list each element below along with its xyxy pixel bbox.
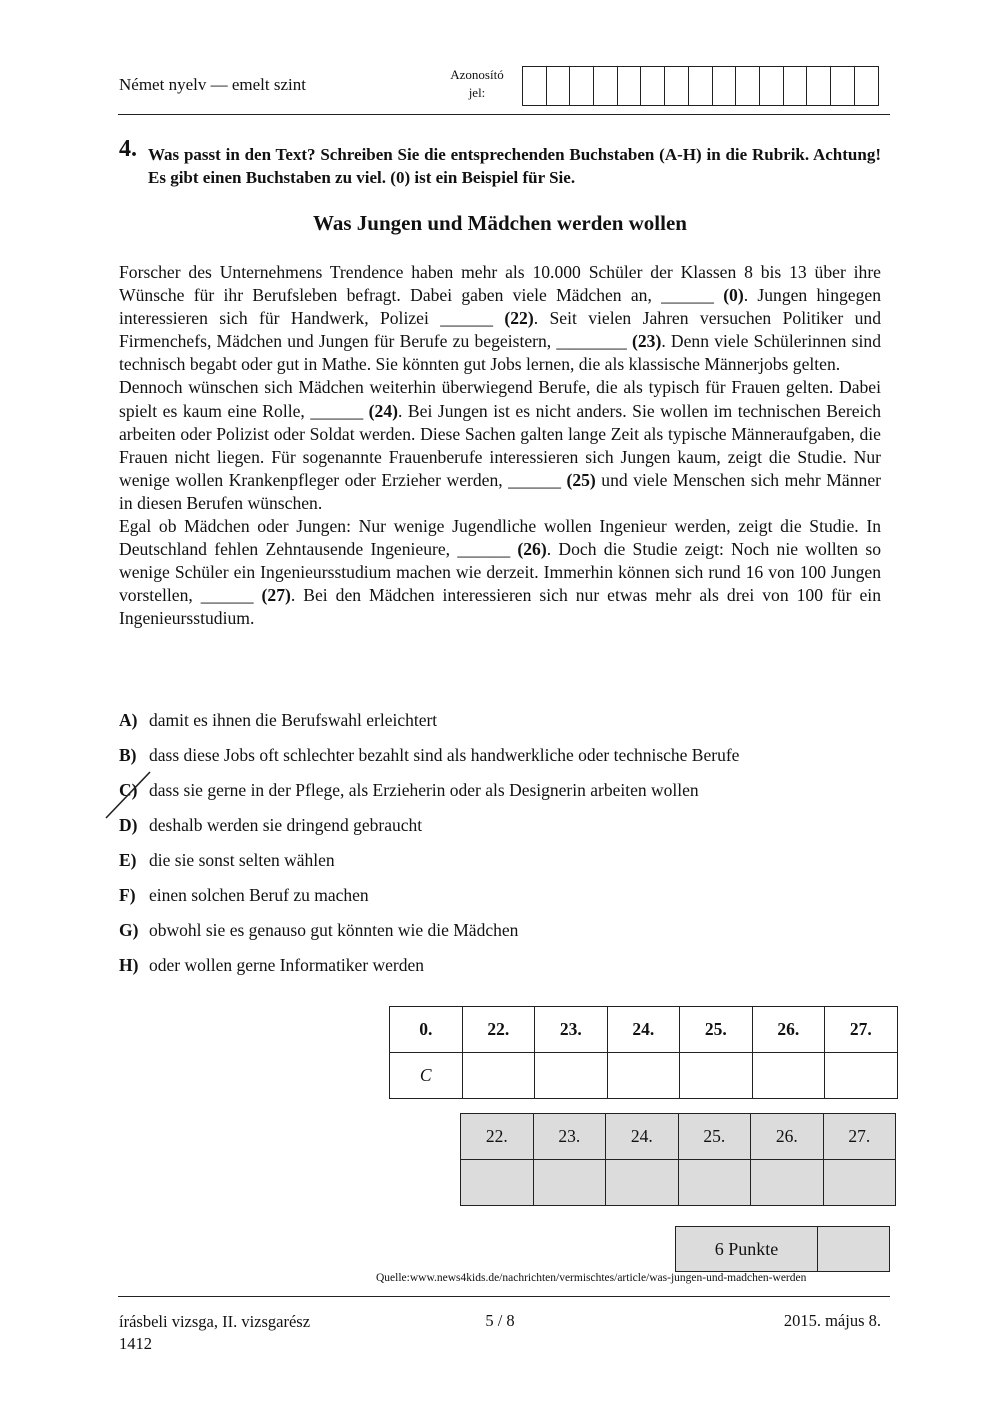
gap-23: (23) [632, 331, 662, 352]
points-label: 6 Punkte [676, 1227, 818, 1272]
answer-header-cell: 24. [607, 1007, 680, 1053]
footer-exam-info [119, 1311, 310, 1355]
id-digit-box[interactable] [855, 67, 879, 105]
option-letter: B) [119, 745, 137, 765]
id-digit-box[interactable] [547, 67, 571, 105]
id-digit-box[interactable] [736, 67, 760, 105]
points-table [675, 1226, 890, 1272]
footer-exam-part: írásbeli vizsga, II. vizsgarész [119, 1312, 311, 1331]
grader-header-cell: 24. [606, 1114, 679, 1160]
option-letter: H) [119, 955, 139, 975]
id-label-line2: jel: [468, 85, 486, 100]
grader-score-cell[interactable] [751, 1160, 824, 1206]
id-digit-box[interactable] [784, 67, 808, 105]
option-letter: A) [119, 710, 138, 730]
option-f [119, 885, 899, 920]
id-boxes[interactable] [522, 66, 879, 106]
option-text: die sie sonst selten wählen [149, 850, 335, 870]
answer-cell-27[interactable] [825, 1053, 898, 1099]
option-text: obwohl sie es genauso gut könnten wie die Mädchen [149, 920, 519, 940]
grader-table [460, 1113, 896, 1206]
answer-cell-24[interactable] [607, 1053, 680, 1099]
article-body [119, 261, 881, 631]
option-h [119, 955, 899, 990]
options-list [119, 710, 899, 990]
grader-table-score-row [461, 1160, 896, 1206]
id-digit-box[interactable] [594, 67, 618, 105]
option-b [119, 745, 899, 780]
id-digit-box[interactable] [665, 67, 689, 105]
answer-table-header-row [390, 1007, 898, 1053]
gap-27: (27) [261, 585, 291, 606]
strikethrough-mark-icon [104, 770, 154, 822]
id-digit-box[interactable] [760, 67, 784, 105]
option-letter: D) [119, 815, 138, 835]
id-digit-box[interactable] [523, 67, 547, 105]
answer-cell-25[interactable] [680, 1053, 753, 1099]
answer-cell-26[interactable] [752, 1053, 825, 1099]
grader-table-header-row [461, 1114, 896, 1160]
option-letter: C) [119, 780, 138, 800]
answer-header-cell: 25. [680, 1007, 753, 1053]
option-text: deshalb werden sie dringend gebraucht [149, 815, 423, 835]
option-a [119, 710, 899, 745]
grader-header-cell: 26. [751, 1114, 824, 1160]
article-paragraph-2: Dennoch wünschen sich Mädchen weiterhin überwiegend Berufe, die als typisch für Frauen gelten. Dabei spielt es kaum eine Rolle, ______ (24). Bei Jungen ist es nicht anders. Sie wollen im technischen Bereich arbeiten oder Polizist oder Soldat werden. Diese Sachen galten lange Zeit als typische Männeraufgaben, die Frauen nicht liegen. Für sogenannte Frauenberufe interessieren sich Jungen kaum, zeigt die Studie. Nur wenige wollen Krankenpfleger oder Erzieher werden, ______ (25) und viele Menschen sich mehr Männer in diesen Berufen wünschen. [119, 377, 881, 513]
answer-cell-23[interactable] [535, 1053, 608, 1099]
id-digit-box[interactable] [713, 67, 737, 105]
answer-cell-22[interactable] [462, 1053, 535, 1099]
id-digit-box[interactable] [831, 67, 855, 105]
answer-example-cell: C [390, 1053, 463, 1099]
option-g [119, 920, 899, 955]
article-paragraph-1: Forscher des Unternehmens Trendence haben mehr als 10.000 Schüler der Klassen 8 bis 13 über ihre Wünsche für ihr Berufsleben befragt. Dabei gaben viele Mädchen an, ______ (0). Jungen hingegen interessieren sich für Handwerk, Polizei ______ (22). Seit vielen Jahren versuchen Politiker und Firmenchefs, Mädchen und Jungen für Berufe zu begeistern, ________ (23). Denn viele Schülerinnen sind technisch begabt oder gut in Mathe. Sie könnten gut Jobs lernen, die als klassische Männerjobs gelten. [119, 262, 882, 375]
grader-score-cell[interactable] [461, 1160, 534, 1206]
page-number: 5 / 8 [485, 1311, 515, 1330]
grader-header-cell: 22. [461, 1114, 534, 1160]
id-digit-box[interactable] [689, 67, 713, 105]
id-digit-box[interactable] [570, 67, 594, 105]
footer-exam-code: 1412 [119, 1334, 152, 1353]
gap-22: (22) [504, 308, 534, 329]
id-digit-box[interactable] [641, 67, 665, 105]
option-text: dass diese Jobs oft schlechter bezahlt sind als handwerkliche oder technische Berufe [149, 745, 740, 765]
grader-header-cell: 23. [533, 1114, 606, 1160]
grader-header-cell: 25. [678, 1114, 751, 1160]
answer-header-cell: 27. [825, 1007, 898, 1053]
source-citation: Quelle:www.news4kids.de/nachrichten/vermischtes/article/was-jungen-und-madchen-werden [376, 1272, 807, 1284]
option-d [119, 815, 899, 850]
exam-date: 2015. május 8. [783, 1311, 881, 1330]
option-text: einen solchen Beruf zu machen [149, 885, 369, 905]
grader-score-cell[interactable] [606, 1160, 679, 1206]
gap-0: (0) [723, 285, 744, 306]
header-divider [118, 114, 890, 115]
task-instruction: Was passt in den Text? Schreiben Sie die entsprechenden Buchstaben (A-H) in die Rubrik. Achtung! Es gibt einen Buchstaben zu viel. (0) ist ein Beispiel für Sie. [148, 145, 881, 187]
answer-header-cell: 26. [752, 1007, 825, 1053]
option-letter: G) [119, 920, 139, 940]
task-number: 4. [119, 136, 137, 162]
id-label-line1: Azonosító [450, 67, 504, 82]
option-text: damit es ihnen die Berufswahl erleichtert [149, 710, 438, 730]
option-c [119, 780, 899, 815]
answer-table [389, 1006, 898, 1099]
grader-score-cell[interactable] [533, 1160, 606, 1206]
gap-24: (24) [368, 400, 398, 421]
grader-header-cell: 27. [823, 1114, 896, 1160]
article-paragraph-3: Egal ob Mädchen oder Jungen: Nur wenige Jugendliche wollen Ingenieur werden, zeigt die Studie. In Deutschland fehlen Zehntausende Ingenieure, ______ (26). Doch die Studie zeigt: Noch nie wollten so wenige Schüler ein Ingenieursstudium machen wie derzeit. Immerhin können sich rund 16 von 100 Jungen vorstellen, ______ (27). Bei den Mädchen interessieren sich nur etwas mehr als drei von 100 für ein Ingenieursstudium. [119, 516, 882, 629]
answer-header-cell: 0. [390, 1007, 463, 1053]
answer-header-cell: 22. [462, 1007, 535, 1053]
option-text: dass sie gerne in der Pflege, als Erzieherin oder als Designerin arbeiten wollen [149, 780, 699, 800]
option-text: oder wollen gerne Informatiker werden [149, 955, 425, 975]
grader-score-cell[interactable] [678, 1160, 751, 1206]
answer-header-cell: 23. [535, 1007, 608, 1053]
gap-25: (25) [566, 469, 596, 490]
grader-score-cell[interactable] [823, 1160, 896, 1206]
option-e [119, 850, 899, 885]
id-digit-box[interactable] [618, 67, 642, 105]
points-score-cell[interactable] [818, 1227, 890, 1272]
option-letter: F) [119, 885, 136, 905]
id-label [446, 66, 508, 102]
gap-26: (26) [517, 539, 547, 560]
id-digit-box[interactable] [807, 67, 831, 105]
answer-table-answer-row [390, 1053, 898, 1099]
option-letter: E) [119, 850, 137, 870]
footer-divider [118, 1296, 890, 1297]
exam-subject: Német nyelv — emelt szint [119, 75, 306, 94]
article-title: Was Jungen und Mädchen werden wollen [313, 211, 687, 235]
